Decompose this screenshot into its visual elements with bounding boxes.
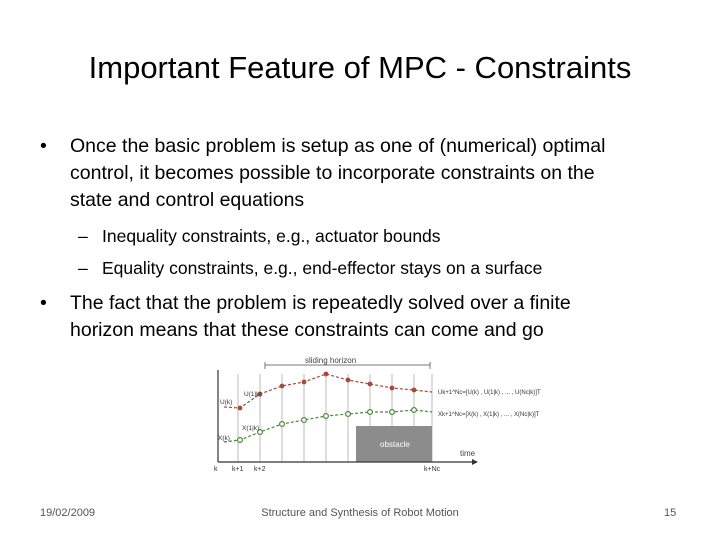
footer-date: 19/02/2009 — [40, 507, 96, 519]
sliding-horizon-label: sliding horizon — [305, 356, 357, 365]
obstacle-label: obstacle — [380, 440, 410, 449]
state-point — [302, 418, 307, 423]
slide-title: Important Feature of MPC - Constraints — [88, 50, 632, 85]
control-point — [412, 388, 417, 393]
bullet-1-line-2: control, it becomes possible to incorporate constraints on the — [70, 162, 595, 184]
control-point — [238, 406, 243, 411]
footer-title: Structure and Synthesis of Robot Motion — [261, 507, 459, 519]
tick-knc: k+Nc — [424, 466, 441, 473]
bullet-1-line-1: Once the basic problem is setup as one of (numerical) optimal — [70, 135, 606, 157]
state-point — [346, 412, 351, 417]
state-point — [238, 438, 243, 443]
mpc-figure — [210, 352, 541, 473]
bullet-2-line-2: horizon means that these constraints can come and go — [70, 319, 544, 341]
dash-marker: – — [78, 258, 88, 278]
dash-marker: – — [78, 226, 88, 246]
control-point — [346, 378, 351, 383]
x-1k-label: X(1|k) — [242, 425, 260, 432]
state-point — [280, 422, 285, 427]
tick-k2: k+2 — [254, 466, 266, 473]
bullet-2-line-1: The fact that the problem is repeatedly solved over a finite — [70, 292, 571, 314]
bullet-2 — [40, 290, 571, 344]
bullet-1 — [40, 133, 606, 214]
state-point — [412, 408, 417, 413]
control-points — [238, 372, 417, 411]
u-1k-label: U(1|k) — [244, 391, 262, 398]
bullet-marker: • — [40, 135, 47, 157]
control-point — [324, 372, 329, 377]
sub-bullet-1-text: Inequality constraints, e.g., actuator bounds — [102, 226, 441, 246]
time-axis-label: time — [460, 449, 476, 458]
sub-bullet-1 — [78, 224, 441, 248]
control-point — [302, 380, 307, 385]
u-sequence-label: Uk+1^Nc=[U(k) , U(1|k) , ... , U(Nc|k)]T — [438, 390, 541, 396]
control-point — [280, 384, 285, 389]
state-point — [368, 410, 373, 415]
control-point — [390, 386, 395, 391]
control-point — [368, 382, 373, 387]
bullet-1-line-3: state and control equations — [70, 189, 305, 211]
tick-k1: k+1 — [232, 466, 244, 473]
u-k-label: U(k) — [220, 399, 233, 406]
sub-bullet-2 — [78, 256, 543, 280]
x-sequence-label: Xk+1^Nc=[X(k) , X(1|k) , ... , X(Nc|k)]T — [438, 412, 540, 418]
state-point — [324, 414, 329, 419]
bullet-marker: • — [40, 292, 47, 314]
sub-bullet-2-text: Equality constraints, e.g., end-effector stays on a surface — [102, 258, 543, 278]
state-point — [390, 410, 395, 415]
footer-page-number: 15 — [664, 507, 677, 519]
x-k-label: X(k) — [218, 435, 230, 442]
tick-k: k — [214, 466, 218, 473]
